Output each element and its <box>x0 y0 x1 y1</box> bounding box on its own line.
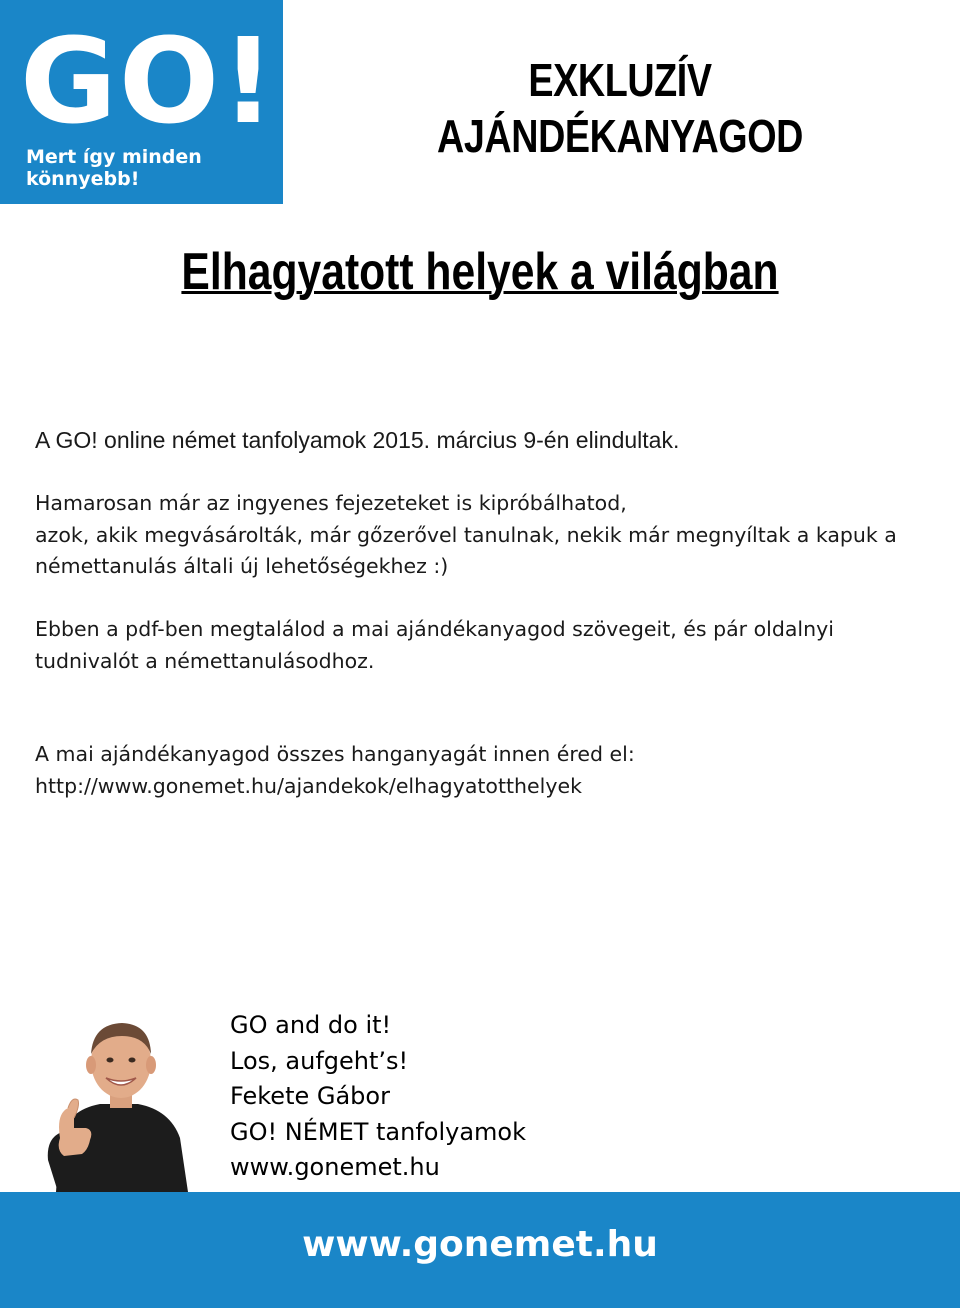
exclusive-title: EXKLUZÍV AJÁNDÉKANYAGOD <box>437 54 803 162</box>
author-photo <box>38 1010 198 1192</box>
paragraph-line: tudnivalót a némettanulásodhoz. <box>35 648 375 673</box>
signature-line: GO and do it! <box>230 1011 392 1039</box>
signature-company: GO! NÉMET tanfolyamok <box>230 1117 527 1146</box>
logo-tagline: Mert így minden könnyebb! <box>26 146 202 190</box>
paragraph-line: Hamarosan már az ingyenes fejezeteket is kipróbálhatod, <box>35 491 627 515</box>
signature-website[interactable]: www.gonemet.hu <box>230 1153 440 1181</box>
paragraph-line: némettanulás általi új lehetőségekhez :) <box>35 554 449 578</box>
logo-mark: GO! <box>20 12 277 150</box>
intro-text: A GO! online német tanfolyamok 2015. március 9-én elindultak. <box>35 427 680 453</box>
signature-block <box>230 1008 526 1186</box>
footer-bar <box>0 1192 960 1308</box>
audio-link[interactable]: http://www.gonemet.hu/ajandekok/elhagyatotthelyek <box>35 773 582 798</box>
paragraph-pdf-contents <box>35 614 935 677</box>
go-logo <box>0 0 283 204</box>
paragraph-line: A mai ajándékanyagod összes hanganyagát innen éred el: <box>35 742 635 766</box>
signature-name: Fekete Gábor <box>230 1082 390 1110</box>
footer-website-link[interactable]: www.gonemet.hu <box>302 1224 658 1265</box>
paragraph-line: Ebben a pdf-ben megtalálod a mai ajándékanyagod szövegeit, és pár oldalnyi <box>35 617 834 641</box>
page-title: Elhagyatott helyek a világban <box>181 243 779 301</box>
signature-line: Los, aufgeht’s! <box>230 1046 409 1075</box>
paragraph-line: azok, akik megvásárolták, már gőzerővel tanulnak, nekik már megnyíltak a kapuk a <box>35 522 897 547</box>
paragraph-free-chapters <box>35 488 935 583</box>
paragraph-audio-link <box>35 739 935 802</box>
person-thumbs-up-icon <box>38 1010 198 1192</box>
